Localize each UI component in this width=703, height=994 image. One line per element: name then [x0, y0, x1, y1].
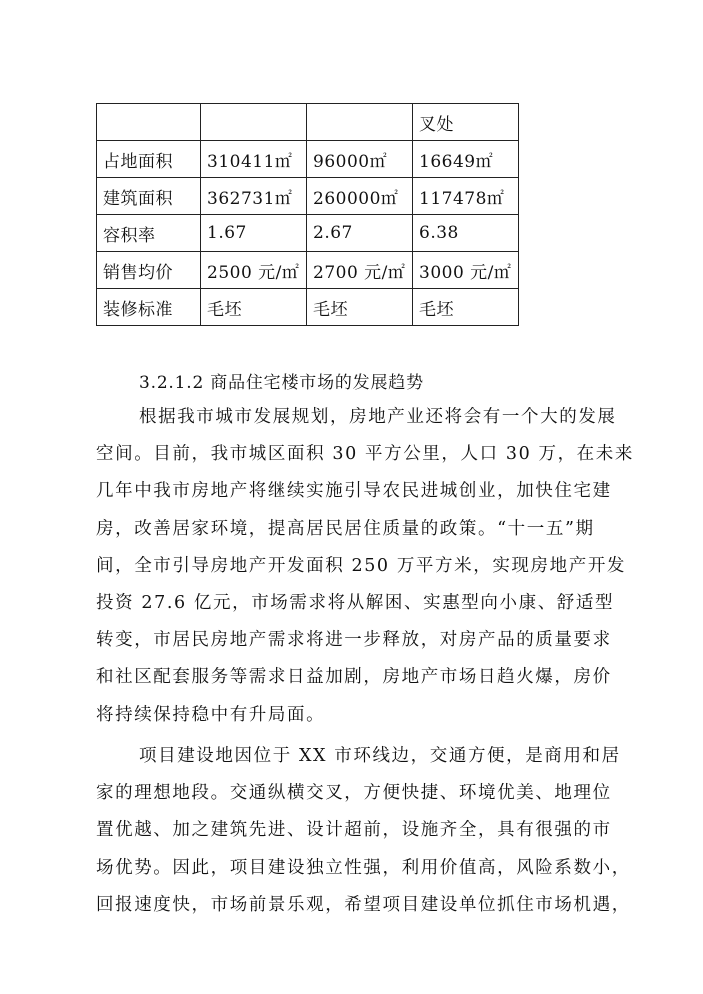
- paragraph-market-outlook: [96, 399, 634, 734]
- paragraph-line: 几年中我市房地产将继续实施引导农民进城创业，加快住宅建: [96, 481, 612, 502]
- table-row-header: 装修标准: [97, 289, 201, 326]
- table-cell: 叉处: [413, 104, 519, 141]
- table-cell: 16649㎡: [413, 141, 519, 178]
- paragraph-line: 回报速度快，市场前景乐观，希望项目建设单位抓住市场机遇，: [96, 894, 631, 915]
- paragraph-line: 投资 27.6 亿元，市场需求将从解困、实惠型向小康、舒适型: [96, 592, 615, 613]
- paragraph-line: 家的理想地段。交通纵横交叉，方便快捷、环境优美、地理位: [96, 783, 612, 804]
- table-cell: 毛坯: [307, 289, 413, 326]
- paragraph-project-location: [96, 738, 631, 924]
- paragraph-line: 房，改善居家环境，提高居民居住质量的政策。“十一五”期: [96, 518, 595, 539]
- paragraph-line: 转变，市居民房地产需求将进一步释放，对房产品的质量要求: [96, 630, 612, 651]
- paragraph-line: 和社区配套服务等需求日益加剧，房地产市场日趋火爆，房价: [96, 667, 612, 688]
- paragraph-line: 场优势。因此，项目建设独立性强，利用价值高，风险系数小，: [96, 857, 631, 878]
- table-cell: 2.67: [307, 215, 413, 252]
- table-row: [97, 215, 519, 252]
- table-row-header: 占地面积: [97, 141, 201, 178]
- table-cell: [307, 104, 413, 141]
- paragraph-line: 置优越、加之建筑先进、设计超前，设施齐全，具有很强的市: [96, 820, 612, 841]
- table-cell: 310411㎡: [201, 141, 307, 178]
- table-cell: 117478㎡: [413, 178, 519, 215]
- table-cell: 260000㎡: [307, 178, 413, 215]
- paragraph-line: 空间。目前，我市城区面积 30 平方公里，人口 30 万，在未来: [96, 444, 634, 465]
- table-row: [97, 178, 519, 215]
- table-row-header: 建筑面积: [97, 178, 201, 215]
- table-row: [97, 141, 519, 178]
- table-row-header: 销售均价: [97, 252, 201, 289]
- paragraph-line: 将持续保持稳中有升局面。: [96, 704, 326, 725]
- table-cell: 毛坯: [413, 289, 519, 326]
- table-row: [97, 289, 519, 326]
- table-row: [97, 104, 519, 141]
- table-cell: 2500 元/㎡: [201, 252, 307, 289]
- table-row-header: 容积率: [97, 215, 201, 252]
- paragraph-line: 间，全市引导房地产开发面积 250 万平方米，实现房地产开发: [96, 555, 627, 576]
- table-cell: [201, 104, 307, 141]
- table-cell: 362731㎡: [201, 178, 307, 215]
- table-cell: [97, 104, 201, 141]
- table-cell: 毛坯: [201, 289, 307, 326]
- table-cell: 1.67: [201, 215, 307, 252]
- table-cell: 6.38: [413, 215, 519, 252]
- section-heading: 3.2.1.2 商品住宅楼市场的发展趋势: [139, 373, 424, 393]
- paragraph-line: 项目建设地因位于 XX 市环线边，交通方便，是商用和居: [139, 746, 621, 766]
- table-row: [97, 252, 519, 289]
- table-cell: 96000㎡: [307, 141, 413, 178]
- table-cell: 3000 元/㎡: [413, 252, 519, 289]
- comparison-table: [96, 103, 519, 326]
- table-cell: 2700 元/㎡: [307, 252, 413, 289]
- paragraph-line: 根据我市城市发展规划，房地产业还将会有一个大的发展: [139, 407, 617, 427]
